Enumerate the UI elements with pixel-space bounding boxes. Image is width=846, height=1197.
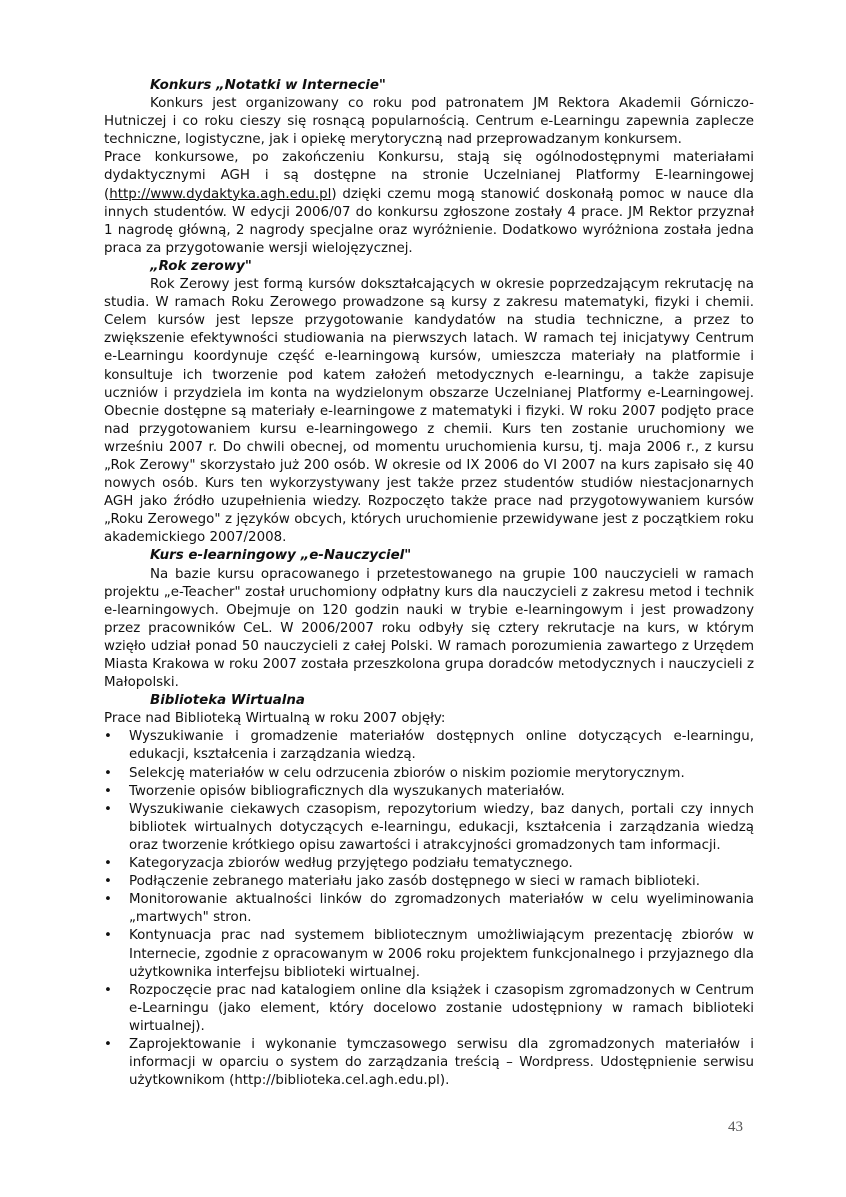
section-heading-biblioteka: Biblioteka Wirtualna: [150, 693, 305, 709]
list-item: • Rozpoczęcie prac nad katalogiem online dla książek i czasopism zgromadzonych w Centrum e-Learningu (jako element, który docelowo zostanie udostępniony w ramach biblioteki wirtualnej).: [104, 982, 754, 1036]
list-item: • Kategoryzacja zbiorów według przyjętego podziału tematycznego.: [104, 855, 754, 873]
section-heading-notatki: Konkurs „Notatki w Internecie": [150, 78, 386, 93]
page-number: 43: [728, 1119, 743, 1135]
paragraph-text: Prace konkursowe, po zakończeniu Konkursu, stają się ogólnodostępnymi materiałami dydaktycznymi AGH i są dostępne na stronie Uczelnianej Platformy E-learningowej (: [104, 150, 754, 202]
list-item: • Selekcję materiałów w celu odrzucenia zbiorów o niskim poziomie merytorycznym.: [104, 765, 754, 783]
paragraph-notatki-2: [104, 149, 754, 258]
paragraph-biblioteka-intro: Prace nad Biblioteką Wirtualną w roku 2007 objęły:: [104, 711, 446, 727]
paragraph-notatki-1: Konkurs jest organizowany co roku pod patronatem JM Rektora Akademii Górniczo-Hutniczej i co roku cieszy się rosnącą popularnością. Centrum e-Learningu zapewnia zaplecze techniczne, logistyczne, jak i opiekę merytoryczną nad przeprowadzanym konkursem.: [104, 96, 754, 148]
list-item: • Tworzenie opisów bibliograficznych dla wyszukanych materiałów.: [104, 783, 754, 801]
biblioteka-bullet-list: [104, 728, 754, 1090]
list-item: • Wyszukiwanie ciekawych czasopism, repozytorium wiedzy, baz danych, portali czy innych bibliotek wirtualnych dotyczących e-learningu, edukacji, kształcenia i zarządzania wiedzą oraz tworzenie krótkiego opisu zawartości i atrakcyjności gromadzonych tam informacji.: [104, 801, 754, 855]
dydaktyka-link[interactable]: http://www.dydaktyka.agh.edu.pl: [109, 186, 332, 202]
document-page: [104, 77, 754, 1090]
section-heading-rok-zerowy: „Rok zerowy": [150, 258, 252, 274]
list-item: • Kontynuacja prac nad systemem bibliotecznym umożliwiającym prezentację zbiorów w Internecie, zgodnie z opracowanym w 2006 roku projektem funkcjonalnego i przyjaznego dla użytkownika interfejsu biblioteki wirtualnej.: [104, 927, 754, 981]
list-item: • Podłączenie zebranego materiału jako zasób dostępnego w sieci w ramach biblioteki.: [104, 873, 754, 891]
list-item: • Wyszukiwanie i gromadzenie materiałów dostępnych online dotyczących e-learningu, edukacji, kształcenia i zarządzania wiedzą.: [104, 728, 754, 764]
list-item: • Zaprojektowanie i wykonanie tymczasowego serwisu dla zgromadzonych materiałów i informacji w oparciu o system do zarządzania treścią – Wordpress. Udostępnienie serwisu użytkownikom (http://biblioteka.cel.agh.edu.pl).: [104, 1036, 754, 1090]
paragraph-rok-zerowy: Rok Zerowy jest formą kursów dokształcających w okresie poprzedzającym rekrutację na studia. W ramach Roku Zerowego prowadzone są kursy z zakresu matematyki, fizyki i chemii. Celem kursów jest lepsze przygotowanie kandydatów na studia techniczne, a przez to zwiększenie efektywności studiowania na pierwszych latach. W ramach tej inicjatywy Centrum e-Learningu koordynuje część e-learningową kursów, umieszcza materiały na platformie i konsultuje ich tworzenie pod katem założeń metodycznych e-learningu, a także zapisuje uczniów i przydziela im konta na wydzielonym obszarze Uczelnianej Platformy e-Learningowej. Obecnie dostępne są materiały e-learningowe z matematyki i fizyki. W roku 2007 podjęto prace nad przygotowaniem kursu e-learningowego z chemii. Kurs ten zostanie uruchomiony we wrześniu 2007 r. Do chwili obecnej, od momentu uruchomienia kursu, tj. maja 2006 r., z kursu „Rok Zerowy" skorzystało już 200 osób. W okresie od IX 2006 do VI 2007 na kurs zapisało się 40 nowych osób. Kurs ten wykorzystywany jest także przez studentów studiów niestacjonarnych AGH jako źródło uzupełnienia wiedzy. Rozpoczęto także prace nad przygotowywaniem kursów „Roku Zerowego" z języków obcych, których uruchomienie przewidywane jest z początkiem roku akademickiego 2007/2008.: [104, 277, 754, 546]
paragraph-text: ) dzięki czemu mogą stanowić doskonałą pomoc w nauce dla innych studentów. W edycji 2006/07 do konkursu zgłoszone zostały 4 prace. JM Rektor przyznał 1 nagrodę główną, 2 nagrody specjalne oraz wyróżnienie. Dodatkowo wyróżniona została jedna praca za przygotowanie wersji wielojęzycznej.: [104, 186, 754, 256]
section-heading-e-nauczyciel: Kurs e-learningowy „e-Nauczyciel": [150, 548, 412, 564]
list-item: • Monitorowanie aktualności linków do zgromadzonych materiałów w celu wyeliminowania „martwych" stron.: [104, 891, 754, 927]
paragraph-e-nauczyciel: Na bazie kursu opracowanego i przetestowanego na grupie 100 nauczycieli w ramach projektu „e-Teacher" został uruchomiony odpłatny kurs dla nauczycieli z zakresu metod i technik e-learningowych. Obejmuje on 120 godzin nauki w trybie e-learningowym i jest prowadzony przez pracowników CeL. W 2006/2007 roku odbyły się cztery rekrutacje na kurs, w którym wzięło udział ponad 50 nauczycieli z całej Polski. W ramach porozumienia zawartego z Urzędem Miasta Krakowa w roku 2007 została przeszkolona grupa doradców metodycznych i nauczycieli z Małopolski.: [104, 566, 754, 691]
